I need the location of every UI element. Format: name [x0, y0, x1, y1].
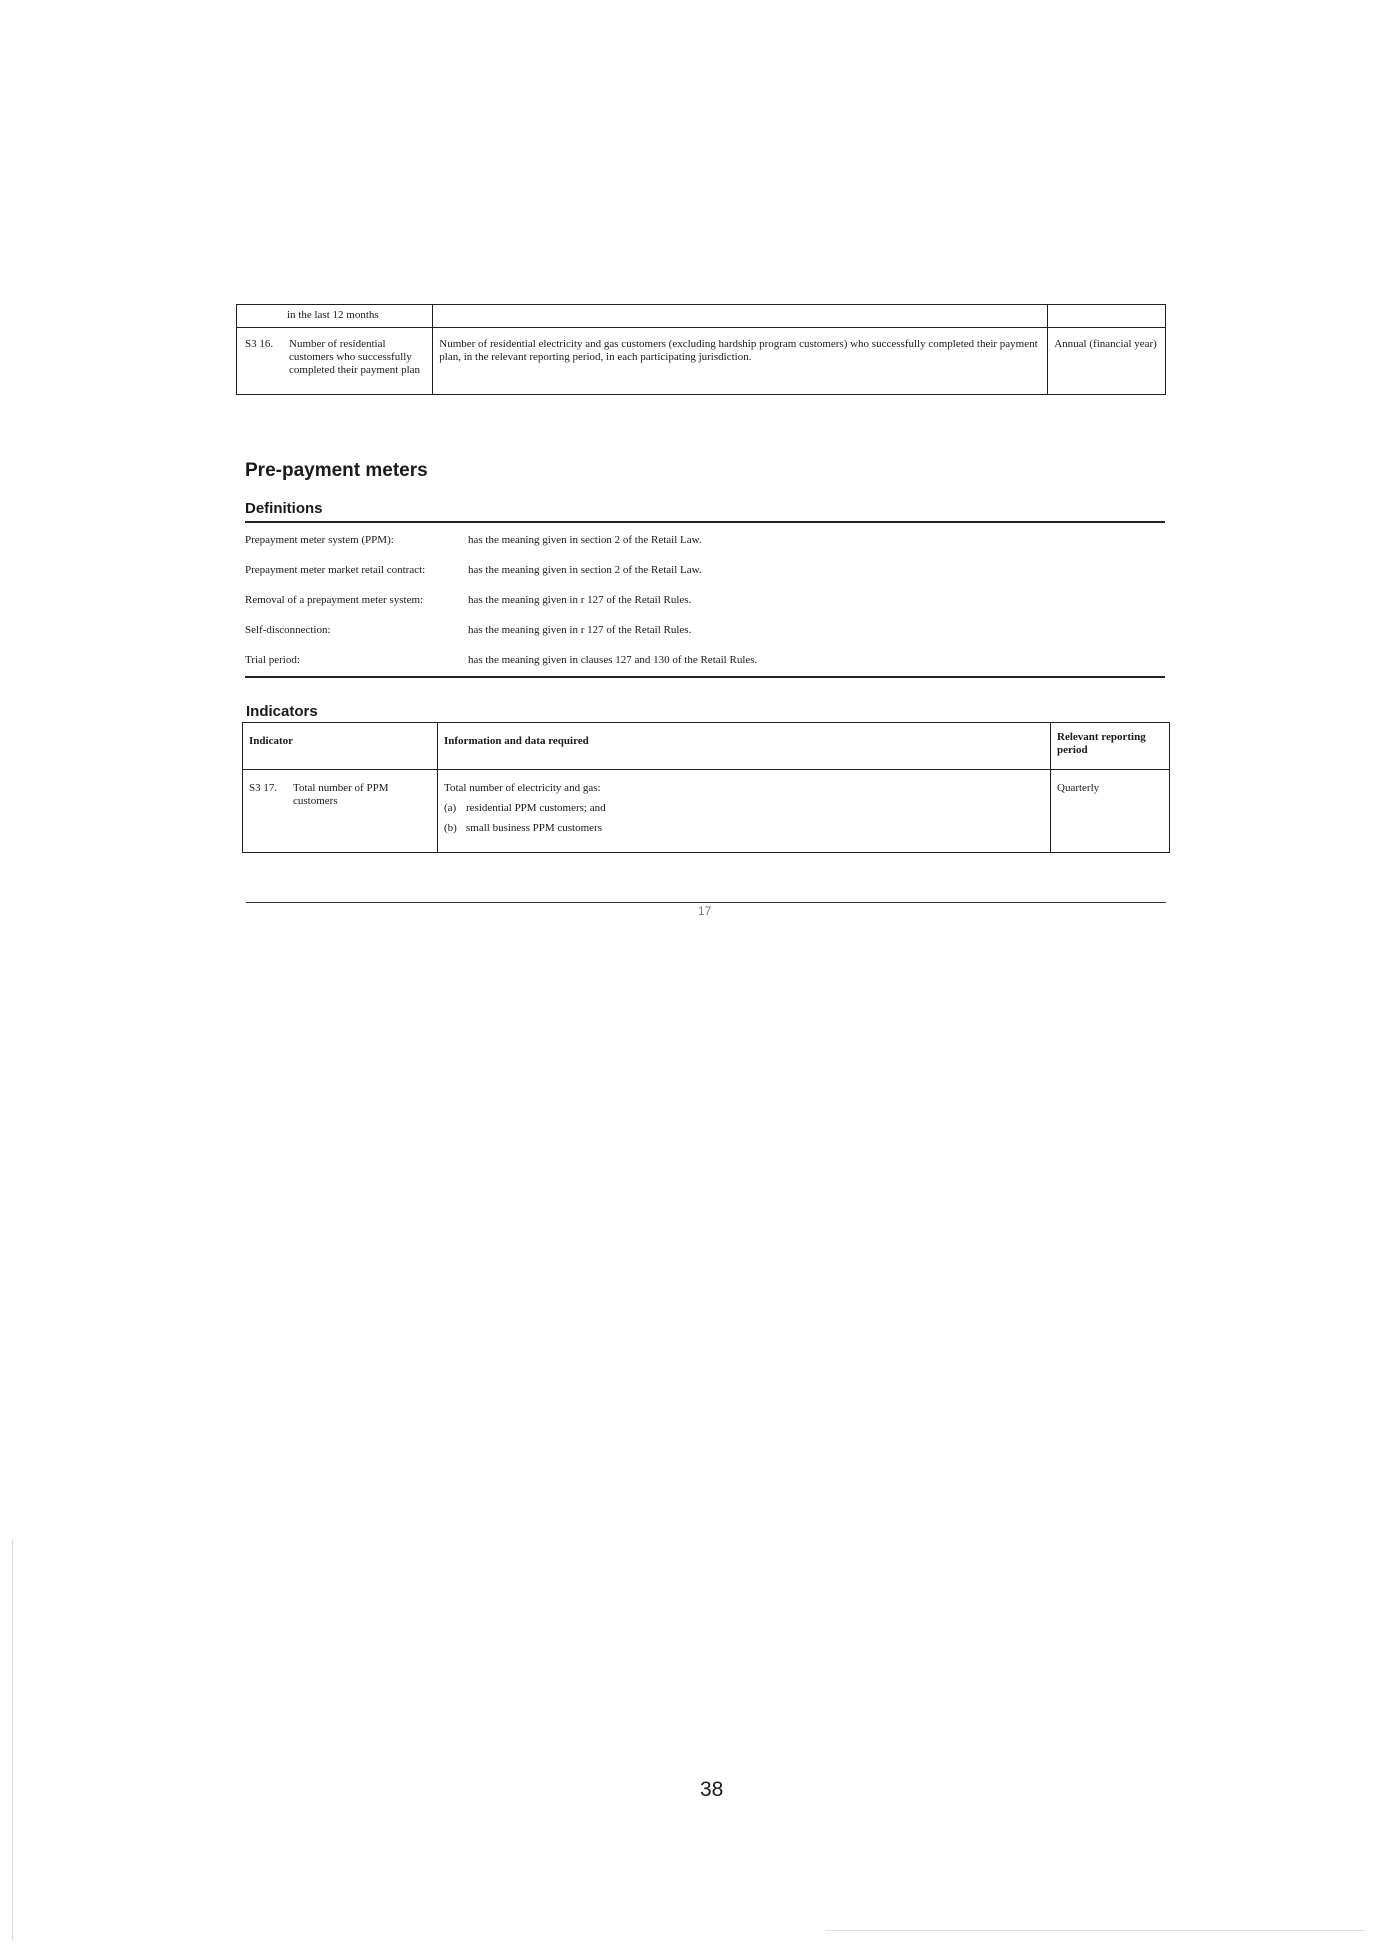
indicator-cell: [237, 328, 433, 395]
list-item-text: residential PPM customers; and: [466, 802, 606, 814]
indicator-number: S3 16.: [245, 338, 274, 350]
scan-edge-line: [825, 1930, 1365, 1931]
table-cell: [237, 305, 433, 328]
continuation-text: in the last 12 months: [287, 309, 379, 321]
information-cell: [438, 770, 1051, 853]
definition-term: Self-disconnection:: [245, 624, 331, 636]
definition-meaning: has the meaning given in section 2 of the Retail Law.: [468, 564, 702, 576]
indicator-cell: [243, 770, 438, 853]
definition-item: [245, 534, 1145, 564]
list-item: [444, 802, 1044, 815]
table-row: [237, 305, 1166, 328]
definition-meaning: has the meaning given in section 2 of the Retail Law.: [468, 534, 702, 546]
column-header: Relevant reporting period: [1051, 723, 1170, 770]
indicators-table: [242, 722, 1170, 853]
reporting-period: Quarterly: [1057, 782, 1100, 794]
definition-item: [245, 624, 1145, 654]
page-number: 38: [700, 1778, 724, 1801]
inner-page-number: 17: [698, 904, 712, 918]
scan-edge-line: [12, 1540, 13, 1940]
divider: [245, 521, 1165, 523]
reporting-period: Annual (financial year): [1054, 338, 1157, 350]
period-cell: [1051, 770, 1170, 853]
indicators-heading: Indicators: [246, 703, 318, 720]
definition-meaning: has the meaning given in r 127 of the Retail Rules.: [468, 594, 692, 606]
list-item-text: small business PPM customers: [466, 822, 602, 834]
table-cell: [433, 305, 1048, 328]
definition-item: [245, 654, 1145, 684]
indicator-number: S3 17.: [249, 782, 278, 794]
definition-meaning: has the meaning given in clauses 127 and 130 of the Retail Rules.: [468, 654, 758, 666]
indicator-name: Total number of PPM customers: [293, 782, 389, 807]
list-item-label: (a): [444, 802, 457, 814]
column-header: Information and data required: [438, 723, 1051, 770]
top-indicator-table: [236, 304, 1166, 395]
definition-meaning: has the meaning given in r 127 of the Retail Rules.: [468, 624, 692, 636]
list-item: [444, 822, 1044, 835]
divider: [245, 676, 1165, 678]
definitions-heading: Definitions: [245, 500, 323, 517]
definition-item: [245, 564, 1145, 594]
table-row: [243, 770, 1170, 853]
definition-term: Removal of a prepayment meter system:: [245, 594, 424, 606]
column-header: Indicator: [243, 723, 438, 770]
definition-term: Prepayment meter market retail contract:: [245, 564, 426, 576]
information-cell: [433, 328, 1048, 395]
list-item-label: (b): [444, 822, 457, 834]
definition-item: [245, 594, 1145, 624]
information-text: Number of residential electricity and gas customers (excluding hardship program customers) who successfully completed their payment plan, in the relevant reporting period, in each participating jurisdiction.: [439, 338, 1038, 363]
period-cell: [1048, 328, 1166, 395]
section-title: Pre-payment meters: [245, 460, 428, 481]
table-header-row: [243, 723, 1170, 770]
definition-term: Trial period:: [245, 654, 300, 666]
table-row: [237, 328, 1166, 395]
footer-divider: [246, 902, 1166, 903]
table-cell: [1048, 305, 1166, 328]
definitions-list: [245, 534, 1145, 684]
indicator-name: Number of residential customers who successfully completed their payment plan: [289, 338, 421, 376]
information-intro: Total number of electricity and gas:: [444, 782, 601, 794]
definition-term: Prepayment meter system (PPM):: [245, 534, 394, 546]
